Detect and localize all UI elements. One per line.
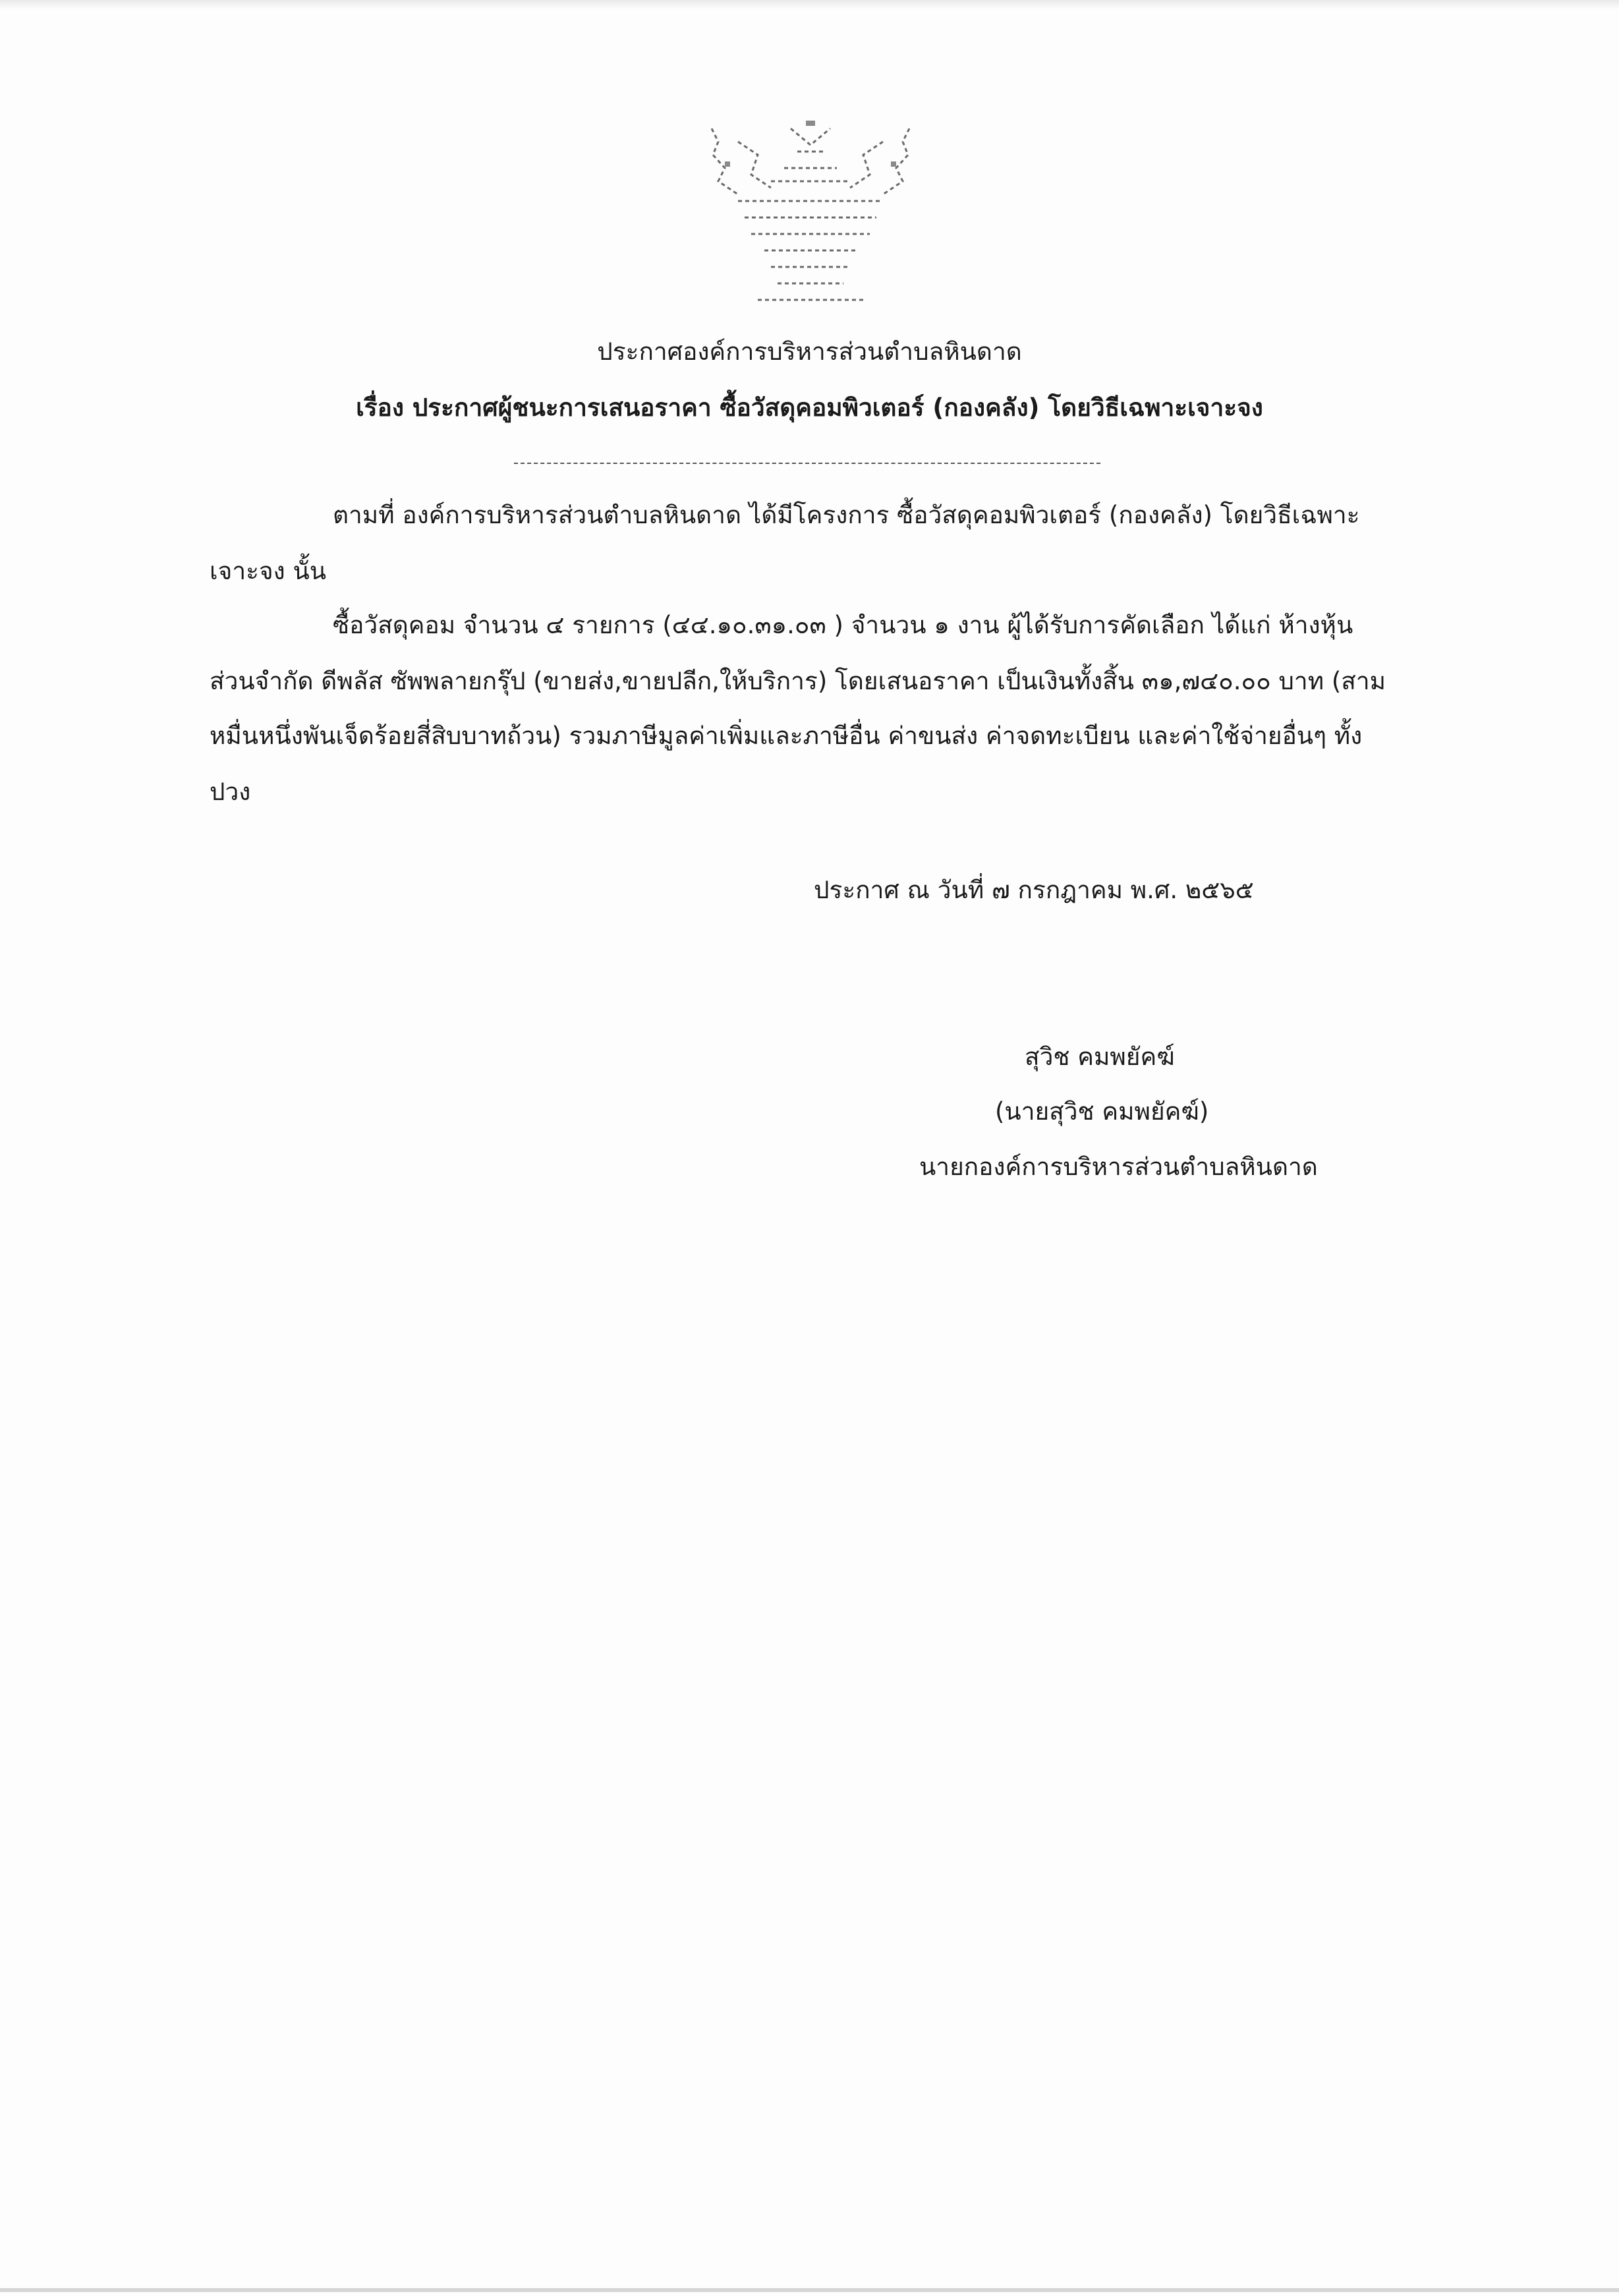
- signature-title: นายกองค์การบริหารส่วนตำบลหินดาด: [919, 1153, 1318, 1181]
- heading-divider: [514, 463, 1100, 464]
- paragraph-1-line-2: เจาะจง นั้น: [210, 557, 327, 585]
- scan-bottom-edge: [0, 2288, 1619, 2292]
- announcement-date: ประกาศ ณ วันที่ ๗ กรกฎาคม พ.ศ. ๒๕๖๕: [814, 876, 1254, 904]
- garuda-emblem: [698, 115, 923, 313]
- paragraph-2-line-3: หมื่นหนึ่งพันเจ็ดร้อยสี่สิบบาทถ้วน) รวมภาษีมูลค่าเพิ่มและภาษีอื่น ค่าขนส่ง ค่าจดทะเบียน และค่าใช้จ่ายอื่นๆ ทั้ง: [210, 722, 1363, 750]
- paragraph-2-line-1: ซื้อวัสดุคอม จำนวน ๔ รายการ (๔๔.๑๐.๓๑.๐๓ ) จำนวน ๑ งาน ผู้ได้รับการคัดเลือก ได้แก่ ห้างหุ้น: [333, 611, 1353, 639]
- signature-name: สุวิช คมพยัคฆ์: [1025, 1043, 1175, 1071]
- paragraph-1-line-1: ตามที่ องค์การบริหารส่วนตำบลหินดาด ได้มีโครงการ ซื้อวัสดุคอมพิวเตอร์ (กองคลัง) โดยวิธีเฉพาะ: [333, 501, 1360, 529]
- paragraph-2-line-4: ปวง: [210, 778, 251, 806]
- scan-top-edge: [0, 0, 1619, 9]
- heading-line-2: เรื่อง ประกาศผู้ชนะการเสนอราคา ซื้อวัสดุคอมพิวเตอร์ (กองคลัง) โดยวิธีเฉพาะเจาะจง: [356, 393, 1263, 422]
- heading-line-1: ประกาศองค์การบริหารส่วนตำบลหินดาด: [597, 337, 1022, 366]
- paragraph-2-line-2: ส่วนจำกัด ดีพลัส ซัพพลายกรุ๊ป (ขายส่ง,ขายปลีก,ให้บริการ) โดยเสนอราคา เป็นเงินทั้งสิ้น ๓๑,๗๔๐.๐๐ บาท (สาม: [210, 667, 1386, 695]
- signature-full-name: (นายสุวิช คมพยัคฆ์): [995, 1097, 1209, 1126]
